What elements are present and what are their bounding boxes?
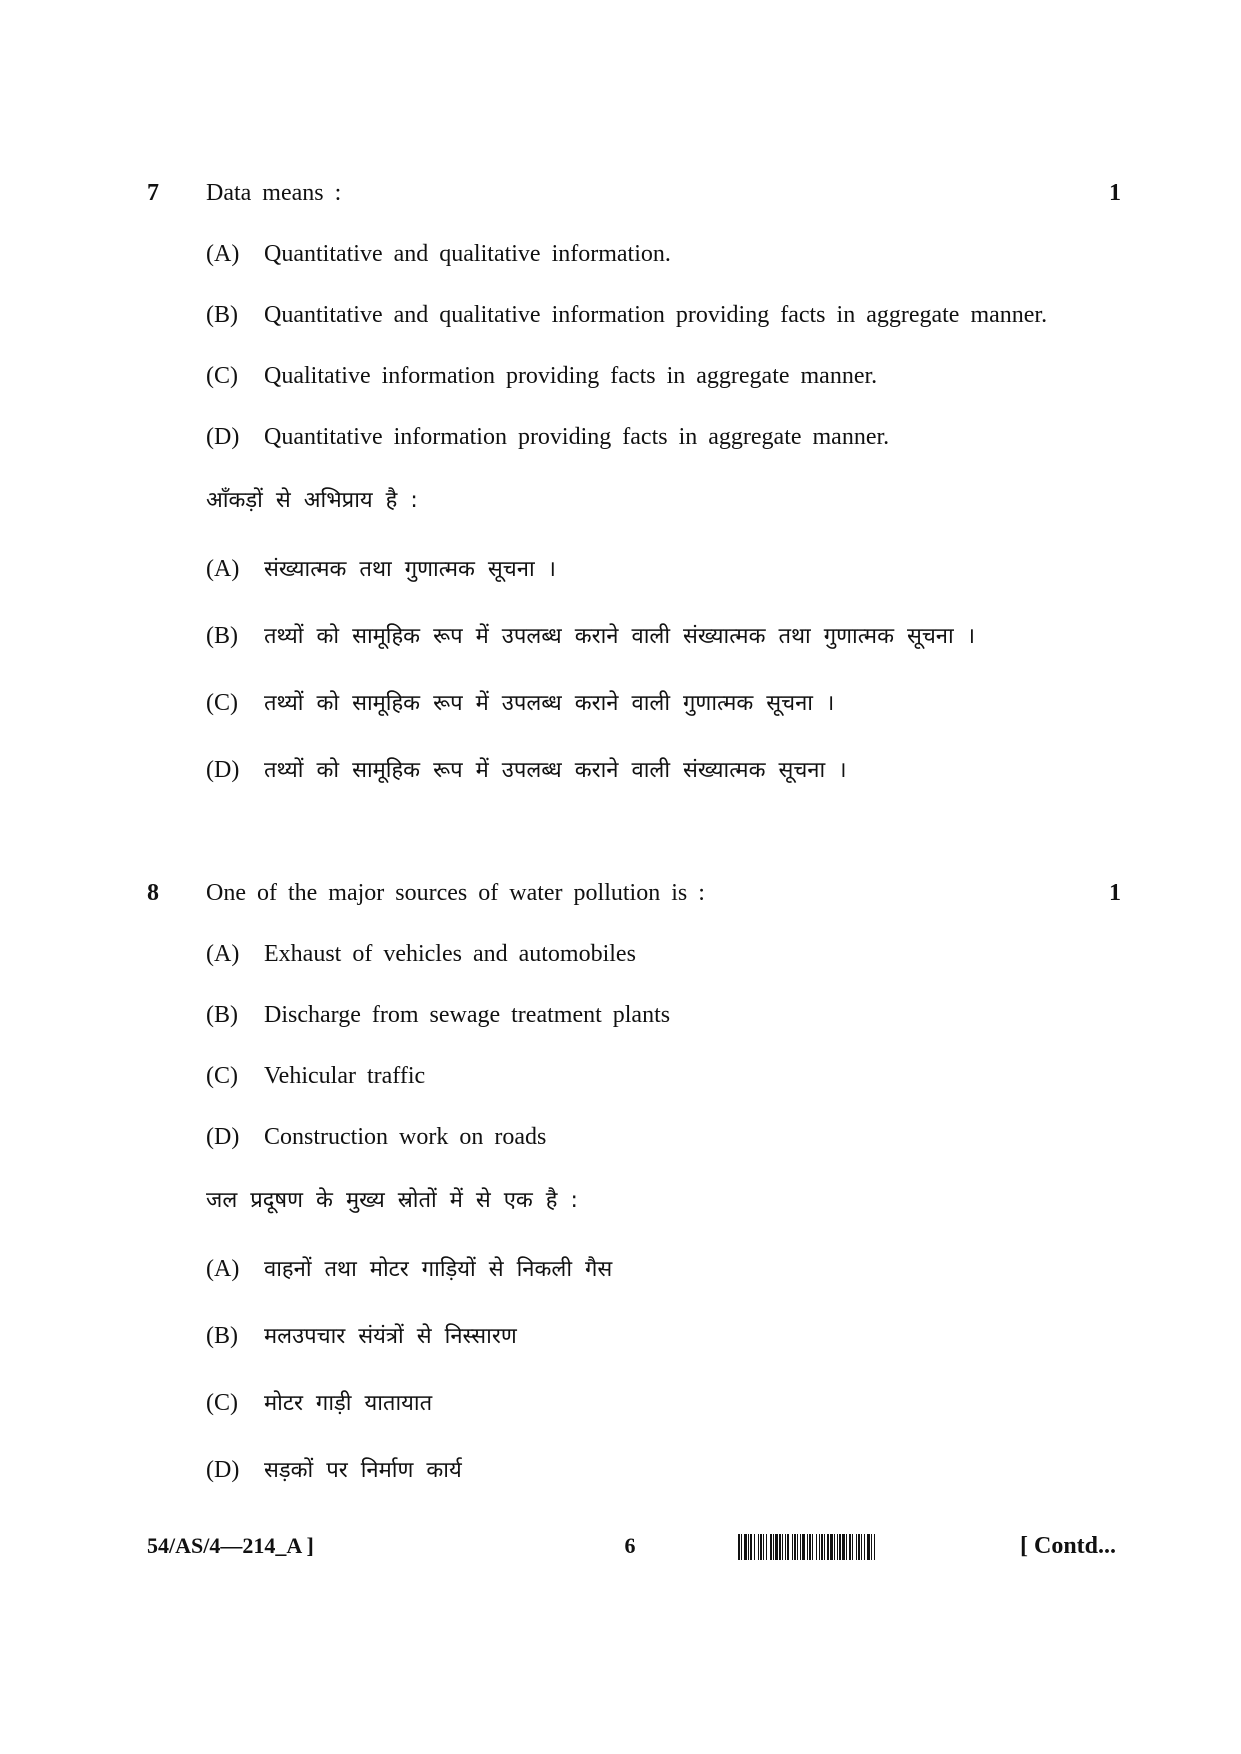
page-number: 6: [624, 1533, 636, 1558]
question-text: Data means :: [206, 180, 342, 206]
option-text: Quantitative and qualitative information providing facts in aggregate manner.: [264, 302, 1048, 328]
option-letter: (B): [206, 623, 238, 649]
option-text: तथ्यों को सामूहिक रूप में उपलब्ध कराने वाली संख्यात्मक तथा गुणात्मक सूचना ।: [264, 624, 976, 649]
hindi-option-c: [206, 1387, 432, 1420]
option-text: मोटर गाड़ी यातायात: [264, 1391, 433, 1416]
hindi-question-text: आँकड़ों से अभिप्राय है :: [206, 488, 418, 513]
option-text: तथ्यों को सामूहिक रूप में उपलब्ध कराने वाली गुणात्मक सूचना ।: [264, 691, 835, 716]
option-letter: (C): [206, 1063, 238, 1089]
option-letter: (D): [206, 757, 240, 783]
option-a: [206, 238, 671, 270]
question-number: 8: [147, 880, 159, 906]
barcode-gap: [875, 1534, 876, 1560]
option-text: सड़कों पर निर्माण कार्य: [264, 1458, 462, 1483]
question-marks: 1: [1109, 880, 1121, 906]
option-letter: (A): [206, 941, 240, 967]
question-marks: 1: [1109, 180, 1121, 206]
hindi-option-d: [206, 754, 847, 787]
option-b: [206, 999, 670, 1031]
option-letter: (A): [206, 556, 240, 582]
option-text: Exhaust of vehicles and automobiles: [264, 941, 636, 967]
option-letter: (C): [206, 690, 238, 716]
continued-label: [ Contd...: [1020, 1533, 1117, 1559]
option-text: वाहनों तथा मोटर गाड़ियों से निकली गैस: [264, 1257, 613, 1282]
option-text: Vehicular traffic: [264, 1063, 426, 1089]
option-letter: (C): [206, 363, 238, 389]
option-letter: (A): [206, 1256, 240, 1282]
option-letter: (B): [206, 1323, 238, 1349]
barcode-icon: [738, 1534, 992, 1560]
option-c: [206, 360, 877, 392]
option-b: [206, 299, 1047, 331]
option-letter: (D): [206, 1124, 240, 1150]
hindi-option-d: [206, 1454, 462, 1487]
paper-code: 54/AS/4—214_A ]: [147, 1533, 314, 1558]
hindi-option-a: [206, 553, 556, 586]
option-letter: (D): [206, 1457, 240, 1483]
option-text: Qualitative information providing facts in aggregate manner.: [264, 363, 878, 389]
question-number: 7: [147, 180, 159, 206]
option-text: Discharge from sewage treatment plants: [264, 1002, 671, 1028]
hindi-option-a: [206, 1253, 612, 1286]
option-text: तथ्यों को सामूहिक रूप में उपलब्ध कराने वाली संख्यात्मक सूचना ।: [264, 758, 847, 783]
option-letter: (C): [206, 1390, 238, 1416]
option-letter: (A): [206, 241, 240, 267]
option-text: Quantitative and qualitative information.: [264, 241, 671, 267]
option-d: [206, 1121, 546, 1153]
option-a: [206, 938, 636, 970]
option-letter: (B): [206, 302, 238, 328]
hindi-question-text: जल प्रदूषण के मुख्य स्रोतों में से एक है :: [206, 1188, 578, 1213]
option-letter: (B): [206, 1002, 238, 1028]
option-text: संख्यात्मक तथा गुणात्मक सूचना ।: [264, 557, 557, 582]
option-text: मलउपचार संयंत्रों से निस्सारण: [264, 1324, 517, 1349]
hindi-option-b: [206, 1320, 517, 1353]
hindi-option-b: [206, 620, 975, 653]
option-c: [206, 1060, 425, 1092]
option-letter: (D): [206, 424, 240, 450]
option-d: [206, 421, 889, 453]
page-footer: [0, 1530, 1241, 1570]
hindi-option-c: [206, 687, 834, 720]
option-text: Quantitative information providing facts in aggregate manner.: [264, 424, 890, 450]
option-text: Construction work on roads: [264, 1124, 547, 1150]
question-text: One of the major sources of water pollution is :: [206, 880, 705, 906]
